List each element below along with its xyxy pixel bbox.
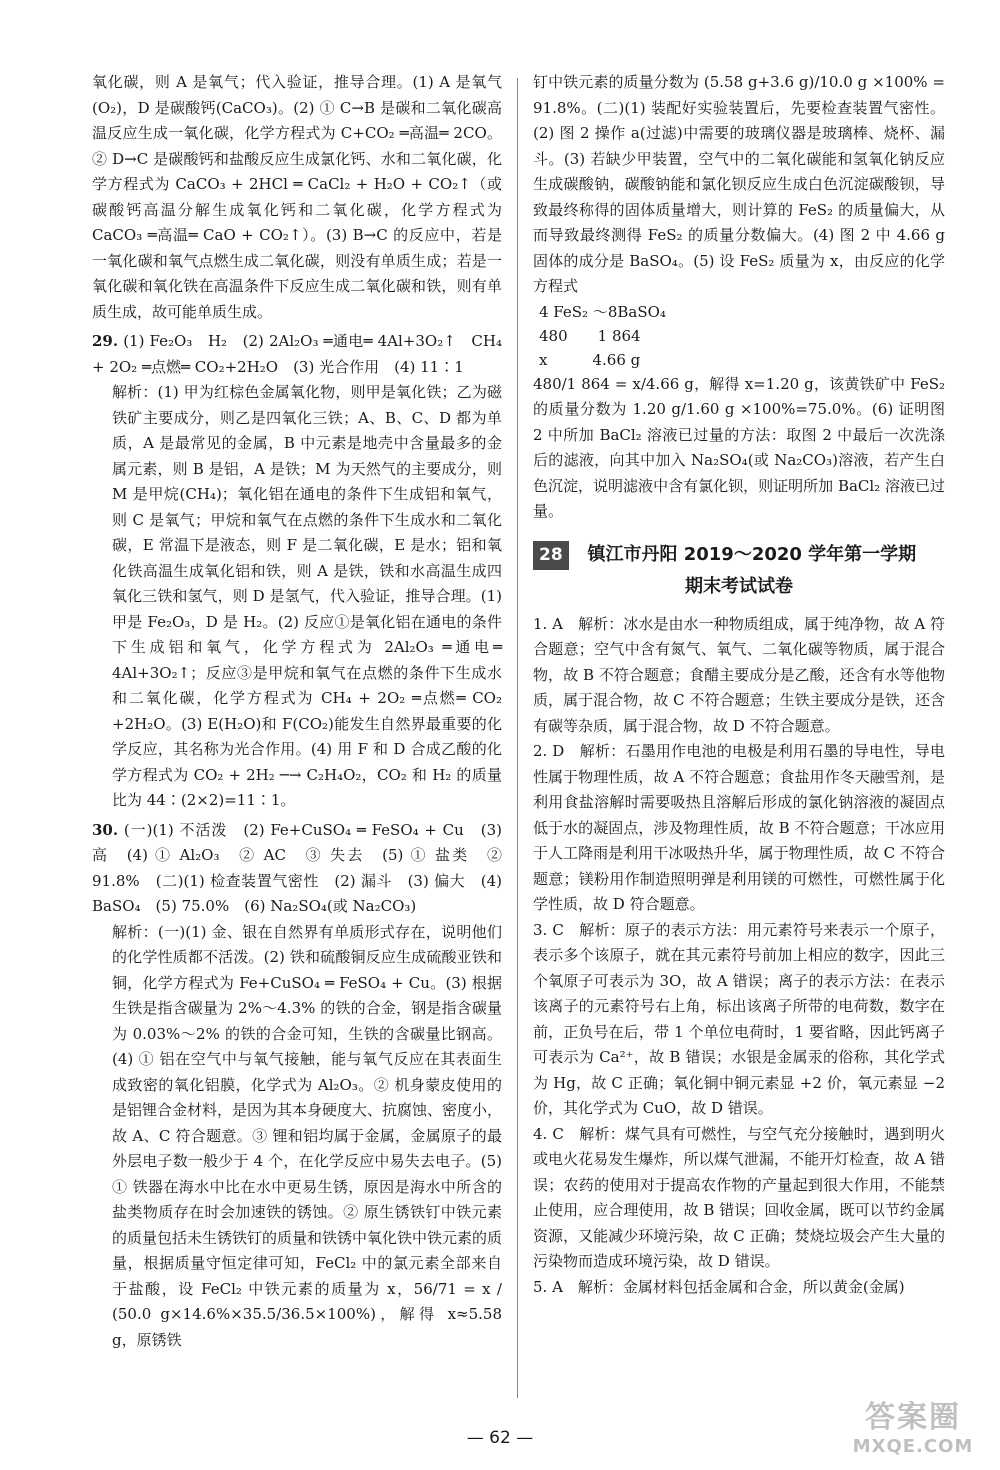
left-column xyxy=(92,70,502,1353)
question-number: 30. xyxy=(92,820,119,839)
question-number: 29. xyxy=(92,332,119,350)
answer-paragraph: 氧化碳，则 A 是氧气；代入验证，推导合理。(1) A 是氧气(O₂)，D 是碳酸钙(CaCO₃)。(2) ① C→B 是碳和二氧化碳高温反应生成一氧化碳，化学方程式为 C+CO₂ ═高温═ 2CO。② D→C 是碳酸钙和盐酸反应生成氯化钙、水和二氧化碳，化学方程式为 CaCO₃ + 2HCl ═ CaCl₂ + H₂O + CO₂↑（或碳酸钙高温分解生成氧化钙和二氧化碳，化学方程式为 CaCO₃ ═高温═ CaO + CO₂↑）。(3) B→C 的反应中，若是一氧化碳和氧气点燃生成二氧化碳，则没有单质生成；若是一氧化碳和氧化铁在高温条件下反应生成二氧化碳和铁，则有单质生成，故可能单质生成。 xyxy=(92,73,502,321)
calc-line: x 4.66 g xyxy=(539,350,641,369)
section-heading xyxy=(533,541,945,600)
answer-text: (一)(1) 不活泼 (2) Fe+CuSO₄ ═ FeSO₄ + Cu (3) 高 (4) ① Al₂O₃ ② AC ③ 失去 (5) ① 盐类 ② 91.8% (二)(1) 检查装置气密性 (2) 漏斗 (3) 偏大 (4) BaSO₄ (5) 75.0% (6) Na₂SO₄(或 Na₂CO₃) xyxy=(92,820,502,915)
question-29 xyxy=(92,329,502,380)
calculation-block xyxy=(533,300,945,372)
calc-line: 480 1 864 xyxy=(539,326,641,345)
answer-paragraph: 钉中铁元素的质量分数为 (5.58 g+3.6 g)/10.0 g ×100% = 91.8%。(二)(1) 装配好实验装置后，先要检查装置气密性。(2) 图 2 操作 a(过滤)中需要的玻璃仪器是玻璃棒、烧杯、漏斗。(3) 若缺少甲装置，空气中的二氧化碳能和氢氧化钠反应生成碳酸钠，碳酸钠能和氯化钡反应生成白色沉淀碳酸钡，导致最终称得的固体质量增大，则计算的 FeS₂ 的质量偏大，从而导致最终测得 FeS₂ 的质量分数偏大。(4) 图 2 中 4.66 g 固体的成分是 BaSO₄。(5) 设 FeS₂ 质量为 x，由反应的化学方程式 xyxy=(533,73,945,295)
analysis-text: 解析：(1) 甲为红棕色金属氧化物，则甲是氧化铁；乙为磁铁矿主要成分，则乙是四氧化三铁；A、B、C、D 都为单质，A 是最常见的金属，B 中元素是地壳中含量最多的金属元素，则 B 是铝，A 是铁；M 为天然气的主要成分，则 M 是甲烷(CH₄)；氧化铝在通电的条件下生成铝和氧气，则 C 是氧气；甲烷和氧气在点燃的条件下生成水和二氧化碳，E 常温下是液态，则 F 是二氧化碳，E 是水；铝和氧化铁高温生成氧化铝和铁，则 A 是铁，铁和水高温生成四氧化三铁和氢气，则 D 是氢气，代入验证，推导合理。(1) 甲是 Fe₂O₃，D 是 H₂。(2) 反应①是氧化铝在通电的条件下生成铝和氧气，化学方程式为 2Al₂O₃ ═通电═ 4Al+3O₂↑；反应③是甲烷和氧气在点燃的条件下生成水和二氧化碳，化学方程式为 CH₄ + 2O₂ ═点燃═ CO₂ +2H₂O。(3) E(H₂O)和 F(CO₂)能发生自然界最重要的化学反应，其名称为光合作用。(4) 用 F 和 D 合成乙酸的化学方程式为 CO₂ + 2H₂ ─→ C₂H₄O₂，CO₂ 和 H₂ 的质量比为 44∶(2×2)=11∶1。 xyxy=(112,383,502,809)
section-title: 镇江市丹阳 2019～2020 学年第一学期 xyxy=(587,543,917,565)
section-number-badge: 28 xyxy=(533,541,569,571)
watermark-url: MXQE.COM xyxy=(852,1436,974,1457)
question-3: 3. C 解析：原子的表示方法：用元素符号来表示一个原子，表示多个该原子，就在其元素符号前加上相应的数字，因此三个氧原子可表示为 3O，故 A 错误；离子的表示方法：在表示该离子的元素符号右上角，标出该离子所带的电荷数，数字在前，正负号在后，带 1 个单位电荷时，1 要省略，因此钙离子可表示为 Ca²⁺，故 B 错误；水银是金属汞的俗称，其化学式为 Hg，故 C 正确；氧化铜中铜元素显 +2 价，氧元素显 −2 价，其化学式为 CuO，故 D 错误。 xyxy=(533,920,945,1117)
page-number: — 62 — xyxy=(466,1428,534,1448)
question-1: 1. A 解析：冰水是由水一种物质组成，属于纯净物，故 A 符合题意；空气中含有氮气、氧气、二氧化碳等物质，属于混合物，故 B 不符合题意；食醋主要成分是乙酸，还含有水等他物质，属于混合物，故 C 不符合题意；生铁主要成分是铁，还含有碳等杂质，属于混合物，故 D 不符合题意。 xyxy=(533,614,945,735)
watermark-text: 答案圈 xyxy=(865,1400,961,1435)
answer-text: (1) Fe₂O₃ H₂ (2) 2Al₂O₃ ═通电═ 4Al+3O₂↑ CH₄ + 2O₂ ═点燃═ CO₂+2H₂O (3) 光合作用 (4) 11∶1 xyxy=(92,332,502,376)
calc-line: 4 FeS₂ ～8BaSO₄ xyxy=(539,302,666,321)
question-4: 4. C 解析：煤气具有可燃性，与空气充分接触时，遇到明火或电火花易发生爆炸，所以煤气泄漏，不能开灯检查，故 A 错误；农药的使用对于提高农作物的产量起到很大作用，不能禁止使用，应合理使用，故 B 错误；回收金属，既可以节约金属资源，又能减少环境污染，故 C 正确；焚烧垃圾会产生大量的污染物而造成环境污染，故 D 错误。 xyxy=(533,1124,945,1270)
column-divider xyxy=(517,78,518,1398)
question-5: 5. A 解析：金属材料包括金属和合金，所以黄金(金属) xyxy=(533,1277,905,1296)
question-30 xyxy=(92,818,502,920)
watermark-logo xyxy=(838,1392,988,1460)
answer-paragraph: 480/1 864 = x/4.66 g，解得 x=1.20 g，该黄铁矿中 FeS₂ 的质量分数为 1.20 g/1.60 g ×100%=75.0%。(6) 证明图 2 中所加 BaCl₂ 溶液已过量的方法：取图 2 中最后一次洗涤后的滤液，向其中加入 Na₂SO₄(或 Na₂CO₃)溶液，若产生白色沉淀，说明滤液中含有氯化钡，则证明所加 BaCl₂ 溶液已过量。 xyxy=(533,374,945,520)
right-column xyxy=(533,70,945,1300)
question-2: 2. D 解析：石墨用作电池的电极是利用石墨的导电性，导电性属于物理性质，故 A 不符合题意；食盐用作冬天融雪剂，是利用食盐溶解时需要吸热且溶解后形成的氯化钠溶液的凝固点低于水的凝固点，涉及物理性质，故 B 不符合题意；干冰应用于人工降雨是利用干冰吸热升华，属于物理性质，故 C 不符合题意；镁粉用作制造照明弹是利用镁的可燃性，可燃性属于化学性质，故 D 符合题意。 xyxy=(533,742,945,913)
analysis-text: 解析：(一)(1) 金、银在自然界有单质形式存在，说明他们的化学性质都不活泼。(2) 铁和硫酸铜反应生成硫酸亚铁和铜，化学方程式为 Fe+CuSO₄ ═ FeSO₄ + Cu。(3) 根据生铁是指含碳量为 2%～4.3% 的铁的合金，钢是指含碳量为 0.03%～2% 的铁的合金可知，生铁的含碳量比钢高。(4) ① 铝在空气中与氧气接触，能与氧气反应在其表面生成致密的氧化铝膜，化学式为 Al₂O₃。② 机身蒙皮使用的是铝锂合金材料，是因为其本身硬度大、抗腐蚀、密度小，故 A、C 符合题意。③ 锂和铝均属于金属，金属原子的最外层电子数一般少于 4 个，在化学反应中易失去电子。(5) ① 铁器在海水中比在水中更易生锈，原因是海水中所含的盐类物质存在时会加速铁的锈蚀。② 原生锈铁钉中铁元素的质量包括未生锈铁钉的质量和铁锈中氧化铁中铁元素的质量，根据质量守恒定律可知，FeCl₂ 中的氯元素全部来自于盐酸，设 FeCl₂ 中铁元素的质量为 x，56/71 = x / (50.0 g×14.6%×35.5/36.5×100%)，解得 x≈5.58 g，原锈铁 xyxy=(112,922,503,1349)
section-subtitle: 期末考试试卷 xyxy=(685,576,793,597)
